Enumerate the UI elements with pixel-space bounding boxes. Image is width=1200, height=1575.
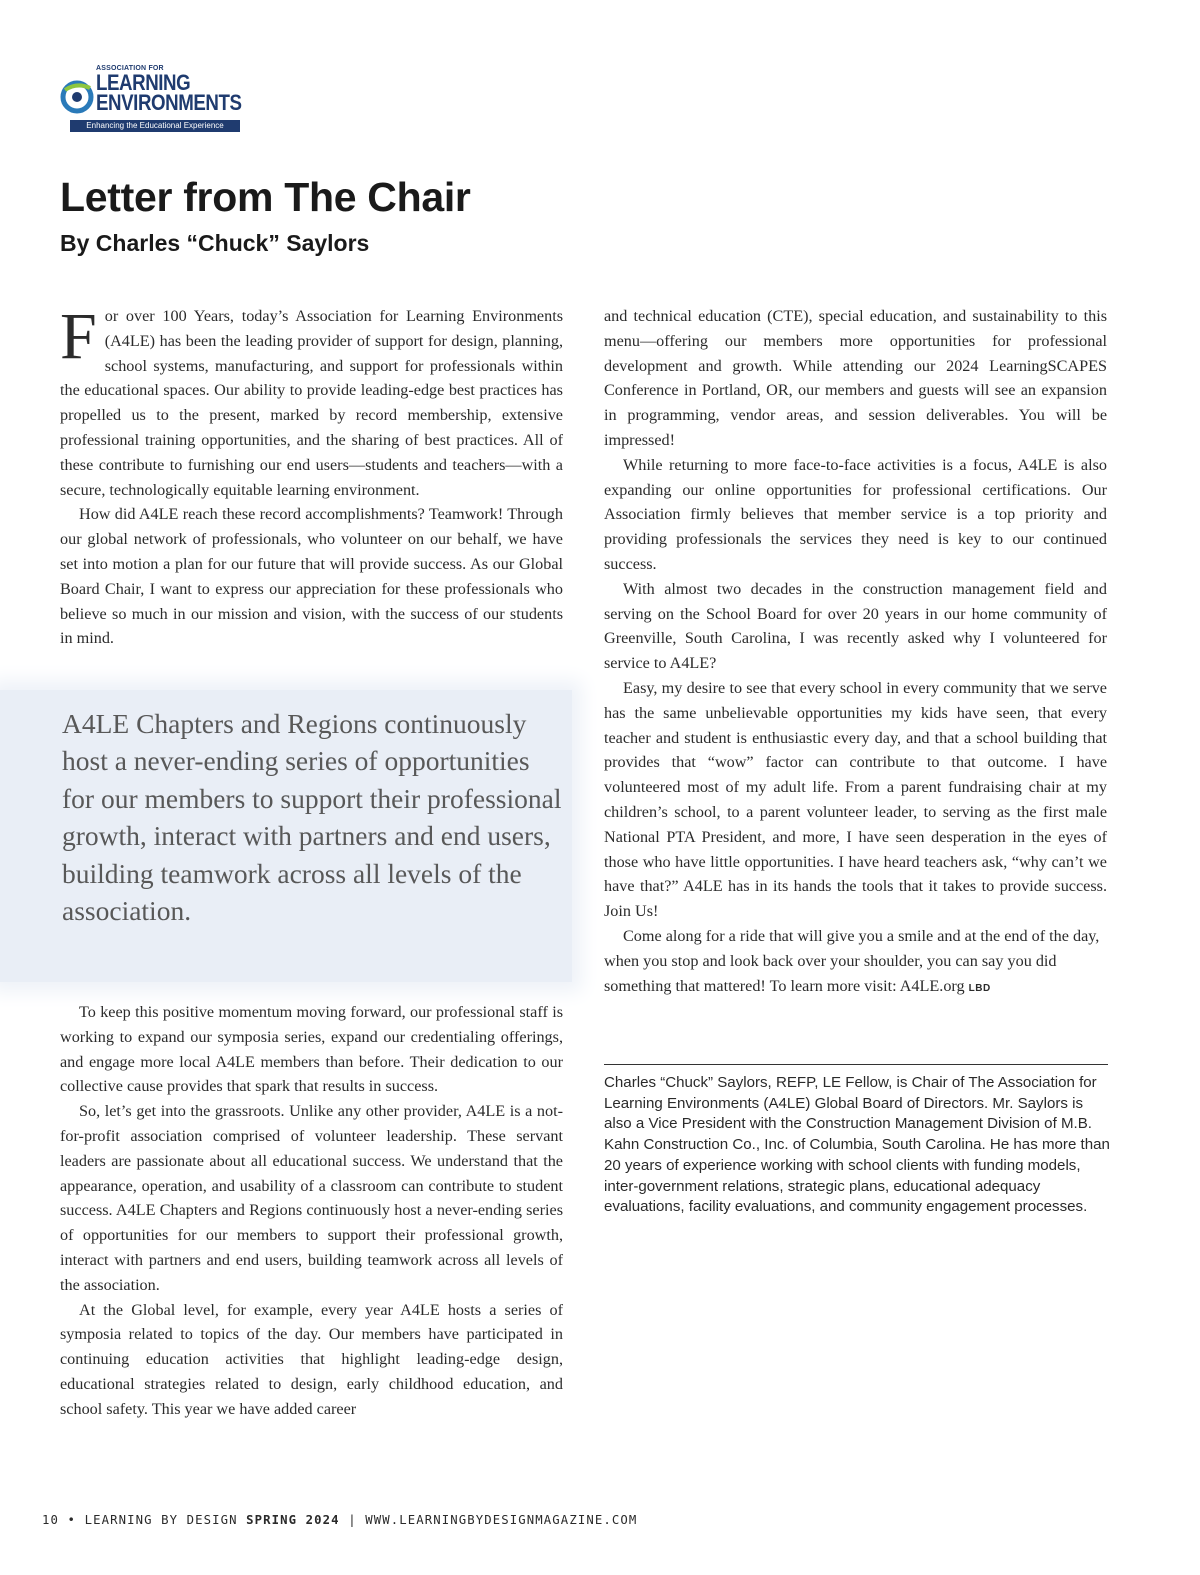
- paragraph-10: [604, 924, 1107, 1001]
- end-mark: LBD: [968, 982, 991, 994]
- logo-line-environments: ENVIRONMENTS: [96, 90, 242, 115]
- left-column-bottom: [60, 1000, 563, 1422]
- magazine-name: LEARNING BY DESIGN: [84, 1513, 238, 1527]
- paragraph-1-text: or over 100 Years, today’s Association for Learning Environments (A4LE) has been the leading provider of support for design, planning, school systems, manufacturing, and support for professionals within the educational spaces. Our ability to provide leading-edge best practices has propelled us to the present, marked by record membership, extensive professional training opportunities, and the sharing of best practices. All of these contribute to furnishing our end users—students and teachers—with a secure, technologically equitable learning environment.: [60, 307, 563, 499]
- drop-cap: F: [60, 300, 97, 373]
- article-title: Letter from The Chair: [60, 174, 471, 220]
- issue-label: SPRING 2024: [246, 1513, 340, 1527]
- magazine-url: WWW.LEARNINGBYDESIGNMAGAZINE.COM: [365, 1513, 638, 1527]
- a4le-logo: [60, 64, 250, 134]
- a4le-swirl-icon: [60, 78, 96, 118]
- logo-org-small: ASSOCIATION FOR: [96, 65, 164, 72]
- paragraph-8: With almost two decades in the construction management field and serving on the School Board for over 20 years in our home community of Greenville, South Carolina, I was recently asked why I volunteered for service to A4LE?: [604, 579, 1107, 673]
- paragraph-9: Easy, my desire to see that every school in every community that we serve has the same unbelievable opportunities my kids have seen, that every teacher and student is enthusiastic every day, and that a school building that provides that “wow” factor can contribute to that outcome. I have volunteered most of my adult life. From a parent fundraising chair at my children’s school, to a parent volunteer leader, to serving as the first male National PTA President, and more, I have seen desperation in the eyes of those who have little opportunities. I have heard teachers ask, “why can’t we have that?” A4LE has in its hands the tools that it takes to provide success. Join Us!: [604, 678, 1107, 921]
- paragraph-1: [60, 300, 563, 502]
- footer-separator: |: [348, 1513, 357, 1527]
- logo-tagline: Enhancing the Educational Experience: [70, 120, 240, 132]
- paragraph-3: To keep this positive momentum moving forward, our professional staff is working to expand our symposia series, expand our credentialing offerings, and engage more local A4LE members than before. Their dedication to our collective cause provides that spark that results in success.: [60, 1003, 563, 1096]
- paragraph-4: So, let’s get into the grassroots. Unlike any other provider, A4LE is a not-for-profit association comprised of volunteer leadership. These servant leaders are passionate about all educational success. We understand that the appearance, operation, and usability of a classroom can contribute to student success. A4LE Chapters and Regions continuously host a never-ending series of opportunities for our members to support their professional growth, interact with partners and end users, building teamwork across all levels of the association.: [60, 1102, 563, 1294]
- footer-bullet: •: [67, 1513, 77, 1527]
- page-footer: [42, 1513, 637, 1527]
- paragraph-10-text: Come along for a ride that will give you a smile and at the end of the day, when you stop and look back over your shoulder, you can say you did something that mattered! To learn more visit: A4LE.org: [604, 926, 1100, 995]
- paragraph-5: At the Global level, for example, every year A4LE hosts a series of symposia related to topics of the day. Our members have participated in continuing education activities that highlight leading-edge design, educational strategies related to design, early childhood education, and school safety. This year we have added career: [60, 1300, 563, 1418]
- paragraph-2: How did A4LE reach these record accomplishments? Teamwork! Through our global network of professionals, who volunteer on our behalf, we have set into motion a plan for our future that will provide success. As our Global Board Chair, I want to express our appreciation for these professionals who believe so much in our mission and vision, with the success of our students in mind.: [60, 505, 563, 648]
- bio-divider: [604, 1064, 1108, 1065]
- left-column-top: [60, 300, 563, 651]
- logo-line-learning: LEARNING: [96, 70, 191, 95]
- right-column: [604, 304, 1107, 1001]
- article-byline: By Charles “Chuck” Saylors: [60, 230, 370, 256]
- page-number: 10: [42, 1513, 60, 1527]
- author-bio: Charles “Chuck” Saylors, REFP, LE Fellow, is Chair of The Association for Learning Environments (A4LE) Global Board of Directors. Mr. Saylors is also a Vice President with the Construction Management Division of M.B. Kahn Construction Co., Inc. of Columbia, South Carolina. He has more than 20 years of experience working with school clients with funding models, inter-government relations, strategic plans, educational adequacy evaluations, facility evaluations, and community engagement processes.: [604, 1074, 1110, 1216]
- paragraph-6: and technical education (CTE), special education, and sustainability to this menu—offering our members more opportunities for professional development and growth. While attending our 2024 LearningSCAPES Conference in Portland, OR, our members and guests will see an expansion in programming, vendor areas, and session deliverables. You will be impressed!: [604, 307, 1107, 449]
- paragraph-7: While returning to more face-to-face activities is a focus, A4LE is also expanding our online opportunities for professional certifications. Our Association firmly believes that member service is a top priority and providing professionals the services they need is key to our continued success.: [604, 455, 1107, 573]
- pullquote: A4LE Chapters and Regions continuously host a never-ending series of opportunities for our members to support their professional growth, interact with partners and end users, building teamwork across all levels of the association.: [62, 708, 562, 927]
